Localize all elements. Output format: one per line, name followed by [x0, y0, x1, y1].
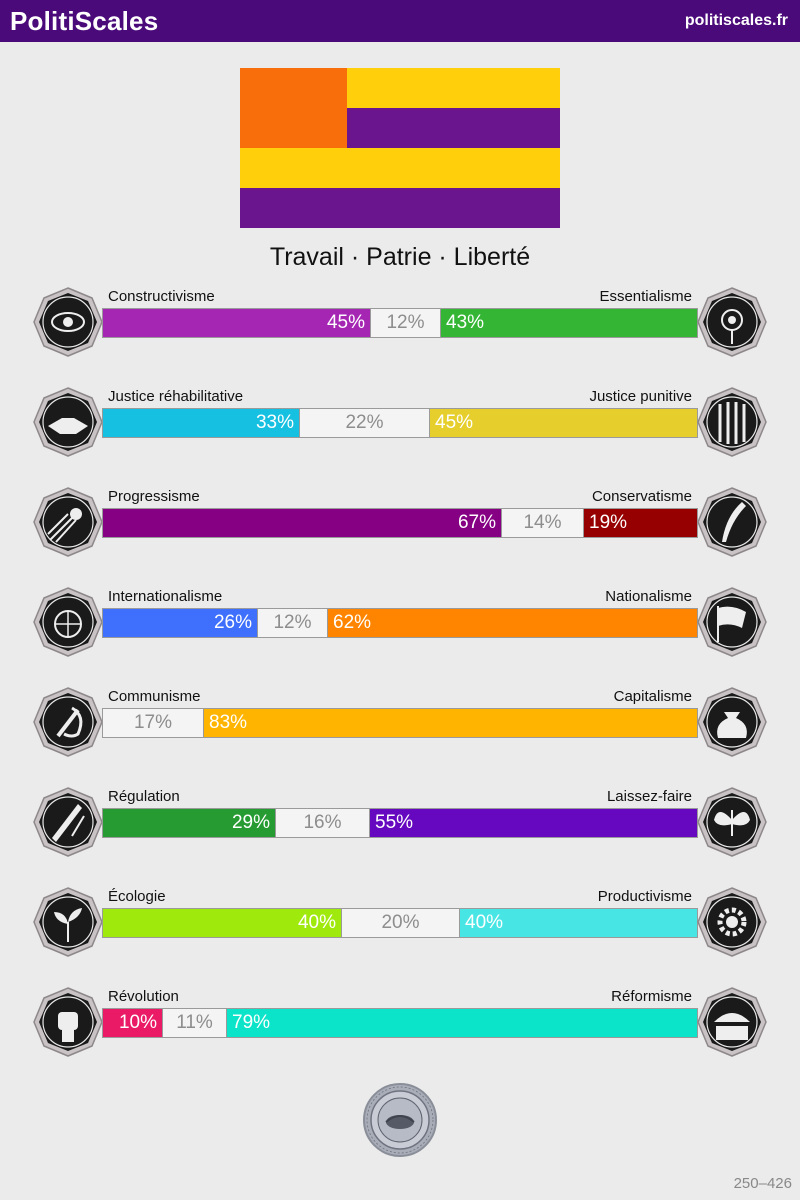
- axis-left-segment: 40%: [103, 909, 341, 937]
- fist-icon: [32, 986, 104, 1058]
- axis-right-label: Capitalisme: [613, 688, 692, 705]
- ruler-compass-icon: [32, 786, 104, 858]
- axis-left-label: Communisme: [108, 688, 201, 705]
- eye-icon: [32, 286, 104, 358]
- axis-left-label: Progressisme: [108, 488, 200, 505]
- butterfly-icon: [696, 786, 768, 858]
- axis-row: [0, 888, 800, 968]
- axis-row: [0, 288, 800, 368]
- axis-right-label: Conservatisme: [591, 488, 692, 505]
- axis-row: [0, 788, 800, 868]
- axis-right-segment: 83%: [204, 709, 697, 737]
- axis-left-segment: 45%: [103, 309, 370, 337]
- axis-neutral-segment: 17%: [103, 709, 204, 737]
- gear-icon: [696, 886, 768, 958]
- axis-right-segment: 40%: [460, 909, 697, 937]
- seal-icon: [362, 1082, 438, 1158]
- money-bag-icon: [696, 686, 768, 758]
- axis-neutral-segment: 11%: [162, 1009, 227, 1037]
- parliament-icon: [696, 986, 768, 1058]
- axis-bar: [102, 808, 698, 838]
- axis-right-segment: 62%: [328, 609, 697, 637]
- axis-right-segment: 79%: [227, 1009, 697, 1037]
- axis-left-label: Régulation: [108, 788, 180, 805]
- axis-bar: [102, 608, 698, 638]
- axis-right-segment: 55%: [370, 809, 697, 837]
- axis-right-label: Laissez-faire: [606, 788, 692, 805]
- axis-right-label: Justice punitive: [589, 388, 692, 405]
- axis-bar: [102, 1008, 698, 1038]
- axis-right-segment: 43%: [441, 309, 697, 337]
- axis-neutral-segment: 14%: [501, 509, 584, 537]
- axis-left-segment: 33%: [103, 409, 299, 437]
- axis-left-segment: 29%: [103, 809, 275, 837]
- axis-bar: [102, 308, 698, 338]
- axis-neutral-segment: 22%: [299, 409, 430, 437]
- axis-left-segment: 10%: [103, 1009, 162, 1037]
- flag-image: [240, 68, 560, 228]
- axis-right-label: Productivisme: [597, 888, 692, 905]
- hammer-sickle-icon: [32, 686, 104, 758]
- slogan: Travail · Patrie · Liberté: [269, 243, 531, 271]
- axis-neutral-segment: 12%: [370, 309, 441, 337]
- header-bar: [0, 0, 800, 42]
- sprout-icon: [32, 886, 104, 958]
- axis-neutral-segment: 20%: [341, 909, 460, 937]
- axis-left-label: Justice réhabilitative: [108, 388, 244, 405]
- axis-bar: [102, 408, 698, 438]
- prison-bars-icon: [696, 386, 768, 458]
- axis-right-label: Essentialisme: [599, 288, 692, 305]
- globe-icon: [32, 586, 104, 658]
- axis-neutral-segment: 16%: [275, 809, 370, 837]
- axis-left-label: Internationalisme: [108, 588, 223, 605]
- axis-bar: [102, 908, 698, 938]
- axis-row: [0, 488, 800, 568]
- brand-title[interactable]: PolitiScales: [10, 6, 159, 36]
- axis-right-label: Réformisme: [611, 988, 692, 1005]
- site-link[interactable]: politiscales.fr: [684, 12, 788, 29]
- axis-row: [0, 588, 800, 668]
- flag-icon: [696, 586, 768, 658]
- axis-row: [0, 688, 800, 768]
- axis-left-segment: 67%: [103, 509, 501, 537]
- axis-right-segment: 19%: [584, 509, 697, 537]
- result-code: 250–426: [733, 1175, 792, 1192]
- axis-left-segment: 26%: [103, 609, 257, 637]
- axis-right-label: Nationalisme: [605, 588, 692, 605]
- axis-bar: [102, 708, 698, 738]
- axis-bar: [102, 508, 698, 538]
- axis-row: [0, 388, 800, 468]
- axis-right-segment: 45%: [430, 409, 697, 437]
- flower-icon: [696, 286, 768, 358]
- axis-left-label: Écologie: [108, 888, 166, 905]
- axis-left-label: Révolution: [108, 988, 179, 1005]
- quill-icon: [696, 486, 768, 558]
- axis-left-label: Constructivisme: [108, 288, 215, 305]
- comet-icon: [32, 486, 104, 558]
- handshake-icon: [32, 386, 104, 458]
- axis-neutral-segment: 12%: [257, 609, 328, 637]
- axis-row: [0, 988, 800, 1068]
